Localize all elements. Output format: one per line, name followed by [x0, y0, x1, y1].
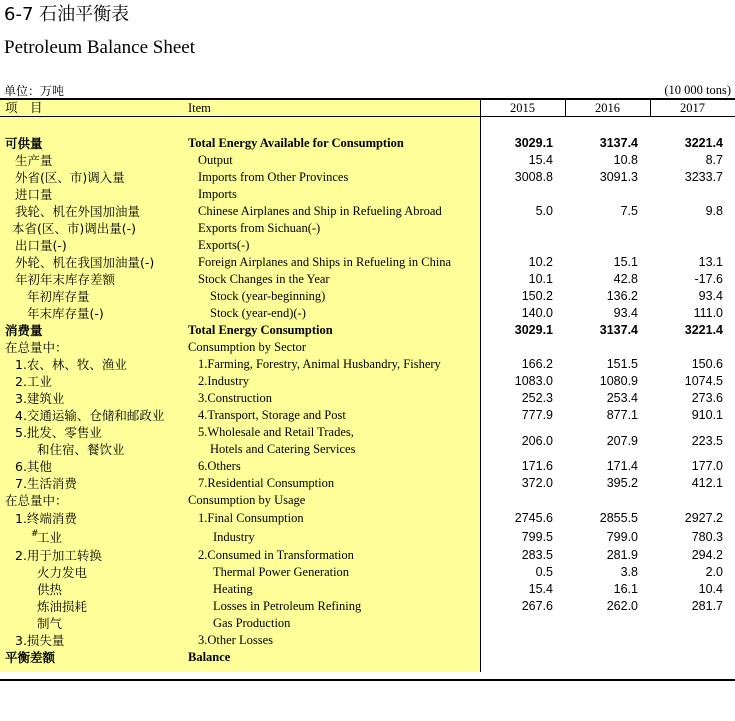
value-2015: 140.0	[521, 306, 553, 320]
table-row	[0, 203, 735, 220]
row-label-zh: 出口量(-)	[15, 238, 67, 253]
header-year-2015: 2015	[510, 101, 535, 115]
value-2015: 150.2	[521, 289, 553, 303]
table-row	[0, 288, 735, 305]
value-2015: 15.4	[528, 153, 553, 167]
row-label-zh: 年初年末库存差额	[15, 272, 116, 287]
row-label-zh: 在总量中：	[5, 493, 68, 508]
row-label-zh: 年初库存量	[27, 289, 90, 304]
value-2016: 171.4	[606, 459, 638, 473]
row-label-en: Stock (year-end)(-)	[210, 306, 306, 320]
header-item-en: Item	[188, 101, 211, 115]
row-label-en: 2.Industry	[198, 374, 250, 388]
value-2015: 15.4	[528, 582, 553, 596]
row-label-en: Consumption by Usage	[188, 493, 306, 507]
value-2015: 283.5	[521, 548, 553, 562]
value-2016: 2855.5	[599, 511, 638, 525]
value-2016: 16.1	[613, 582, 638, 596]
value-2015: 171.6	[521, 459, 553, 473]
table-row	[0, 615, 735, 632]
value-2017: 3221.4	[684, 136, 723, 150]
value-2017: 2.0	[705, 565, 723, 579]
unit-label-en: (10 000 tons)	[664, 83, 731, 97]
row-label-zh: 可供量	[5, 136, 43, 151]
table-body	[0, 135, 735, 666]
table-row	[0, 339, 735, 356]
value-2015: 3008.8	[514, 170, 553, 184]
value-2015: 372.0	[521, 476, 553, 490]
value-2016: 93.4	[613, 306, 638, 320]
table-row	[0, 598, 735, 615]
row-label-zh: 3.损失量	[15, 633, 65, 648]
value-2016: 799.0	[606, 530, 638, 544]
table-row	[0, 492, 735, 509]
row-label-zh: 1.农、林、牧、渔业	[15, 357, 127, 372]
table-bottom-rule	[0, 679, 735, 681]
row-label-zh: 工业	[37, 530, 63, 545]
value-2017: 294.2	[691, 548, 723, 562]
table-row	[0, 407, 735, 424]
value-2017: 150.6	[691, 357, 723, 371]
row-label-en: 3.Other Losses	[198, 633, 273, 647]
value-2016: 7.5	[620, 204, 638, 218]
row-label-zh: 7.生活消费	[15, 476, 77, 491]
row-label-en: 3.Construction	[198, 391, 272, 405]
row-label-en: 1.Final Consumption	[198, 511, 304, 525]
value-2017: 3233.7	[684, 170, 723, 184]
row-label-en: Exports(-)	[198, 238, 250, 252]
value-2017: 8.7	[705, 153, 723, 167]
row-label-zh: 外轮、机在我国加油量(-)	[15, 255, 155, 270]
row-label-en: Output	[198, 153, 233, 167]
header-year-2016: 2016	[595, 101, 620, 115]
value-2015: 3029.1	[514, 323, 553, 337]
row-label-en: 4.Transport, Storage and Post	[198, 408, 346, 422]
table-row	[0, 528, 735, 547]
value-2017: 910.1	[691, 408, 723, 422]
row-label-zh: 1.终端消费	[15, 511, 77, 526]
row-label-zh: 3.建筑业	[15, 391, 65, 406]
value-2016: 395.2	[606, 476, 638, 490]
value-2015: 799.5	[521, 530, 553, 544]
value-2016: 15.1	[613, 255, 638, 269]
row-label-zh: 4.交通运输、仓储和邮政业	[15, 408, 165, 423]
value-2016: 207.9	[606, 434, 638, 448]
table-row	[0, 254, 735, 271]
row-label-zh: 平衡差额	[5, 650, 56, 665]
value-2016: 877.1	[606, 408, 638, 422]
value-2015: 5.0	[535, 204, 553, 218]
value-2015: 166.2	[521, 357, 553, 371]
value-2017: 9.8	[705, 204, 723, 218]
row-label-zh: 生产量	[15, 153, 53, 168]
table-row	[0, 458, 735, 475]
row-label-zh: 进口量	[15, 187, 53, 202]
row-label-en: Stock Changes in the Year	[198, 272, 330, 286]
row-label-zh: 5.批发、零售业	[15, 425, 102, 440]
table-row	[0, 169, 735, 186]
value-2017: 10.4	[698, 582, 723, 596]
row-label-en: Imports from Other Provinces	[198, 170, 349, 184]
value-2016: 1080.9	[599, 374, 638, 388]
row-label-en: Exports from Sichuan(-)	[198, 221, 321, 235]
value-2015: 10.1	[528, 272, 553, 286]
value-2016: 3137.4	[599, 136, 638, 150]
table-row	[0, 152, 735, 169]
row-label-en: Consumption by Sector	[188, 340, 307, 354]
table-title-zh: 6-7 石油平衡表	[4, 4, 130, 25]
table-row	[0, 237, 735, 254]
value-2016: 3137.4	[599, 323, 638, 337]
row-label-en: 5.Wholesale and Retail Trades,	[198, 425, 354, 439]
row-label-en: Industry	[213, 530, 255, 544]
value-2017: 93.4	[698, 289, 723, 303]
table-row	[0, 356, 735, 373]
row-label-zh: 制气	[37, 616, 63, 631]
row-label-zh: 我轮、机在外国加油量	[15, 204, 141, 219]
row-label-en: Foreign Airplanes and Ships in Refueling in China	[198, 255, 452, 269]
value-2017: 13.1	[698, 255, 723, 269]
table-row	[0, 649, 735, 666]
value-2015: 2745.6	[514, 511, 553, 525]
value-2017: 1074.5	[684, 374, 723, 388]
table-row	[0, 322, 735, 339]
row-label-zh: 2.工业	[15, 374, 52, 389]
value-2017: 2927.2	[684, 511, 723, 525]
row-label-zh: 2.用于加工转换	[15, 548, 102, 563]
row-label-en-continued: Hotels and Catering Services	[210, 442, 356, 456]
value-2017: 3221.4	[684, 323, 723, 337]
table-row	[0, 135, 735, 152]
value-2017: 273.6	[691, 391, 723, 405]
value-2017: -17.6	[694, 272, 723, 286]
row-label-zh: 6.其他	[15, 459, 52, 474]
table-row	[0, 373, 735, 390]
table-row	[0, 564, 735, 581]
value-2016: 151.5	[606, 357, 638, 371]
value-2016: 42.8	[613, 272, 638, 286]
row-label-zh-continued: 和住宿、餐饮业	[37, 442, 125, 457]
row-label-zh: 年末库存量(-)	[27, 306, 104, 321]
value-2016: 281.9	[606, 548, 638, 562]
row-label-en: Gas Production	[213, 616, 291, 630]
value-2016: 3.8	[620, 565, 638, 579]
row-label-en: Balance	[188, 650, 231, 664]
value-2015: 777.9	[521, 408, 553, 422]
value-2016: 253.4	[606, 391, 638, 405]
row-label-en: Chinese Airplanes and Ship in Refueling Abroad	[198, 204, 442, 218]
table-row	[0, 220, 735, 237]
unit-label-zh: 单位：万吨	[4, 84, 65, 98]
table-row	[0, 424, 735, 458]
value-2017: 780.3	[691, 530, 723, 544]
row-label-en: 7.Residential Consumption	[198, 476, 335, 490]
value-2017: 412.1	[691, 476, 723, 490]
table-row	[0, 305, 735, 322]
value-2017: 111.0	[693, 306, 723, 320]
header-item-zh: 项 目	[5, 100, 43, 115]
value-2015: 3029.1	[514, 136, 553, 150]
value-2016: 262.0	[606, 599, 638, 613]
table-row	[0, 475, 735, 492]
table-row	[0, 581, 735, 598]
row-label-zh: 消费量	[5, 323, 43, 338]
row-label-en: Stock (year-beginning)	[210, 289, 326, 303]
footnote-marker: #	[31, 529, 39, 539]
value-2017: 223.5	[691, 434, 723, 448]
table-title-en: Petroleum Balance Sheet	[4, 37, 195, 58]
table-row	[0, 390, 735, 407]
row-label-en: Total Energy Consumption	[188, 323, 333, 337]
table-row	[0, 186, 735, 203]
row-label-zh: 炼油损耗	[37, 599, 88, 614]
value-2015: 206.0	[521, 434, 553, 448]
row-label-zh: 火力发电	[37, 565, 88, 580]
value-2016: 3091.3	[599, 170, 638, 184]
row-label-en: Thermal Power Generation	[213, 565, 350, 579]
value-2015: 1083.0	[514, 374, 553, 388]
row-label-en: Total Energy Available for Consumption	[188, 136, 404, 150]
value-2015: 252.3	[521, 391, 553, 405]
value-2015: 267.6	[521, 599, 553, 613]
row-label-en: 2.Consumed in Transformation	[198, 548, 354, 562]
table-row	[0, 547, 735, 564]
value-2017: 281.7	[691, 599, 723, 613]
table-row	[0, 632, 735, 649]
row-label-en: 1.Farming, Forestry, Animal Husbandry, Fishery	[198, 357, 441, 371]
row-label-en: Imports	[198, 187, 237, 201]
header-year-2017: 2017	[680, 101, 705, 115]
row-label-zh: 本省(区、市)调出量(-)	[12, 221, 137, 236]
row-label-zh: 供热	[37, 582, 63, 597]
value-2016: 136.2	[606, 289, 638, 303]
value-2015: 10.2	[528, 255, 553, 269]
header-bottom-rule	[0, 116, 735, 117]
row-label-en: Heating	[213, 582, 253, 596]
value-2015: 0.5	[535, 565, 553, 579]
value-2016: 10.8	[613, 153, 638, 167]
row-label-zh: 外省(区、市)调入量	[15, 170, 125, 185]
table-row	[0, 509, 735, 528]
table-row	[0, 271, 735, 288]
value-2017: 177.0	[691, 459, 723, 473]
row-label-zh: 在总量中：	[5, 340, 68, 355]
row-label-en: Losses in Petroleum Refining	[213, 599, 362, 613]
row-label-en: 6.Others	[198, 459, 241, 473]
